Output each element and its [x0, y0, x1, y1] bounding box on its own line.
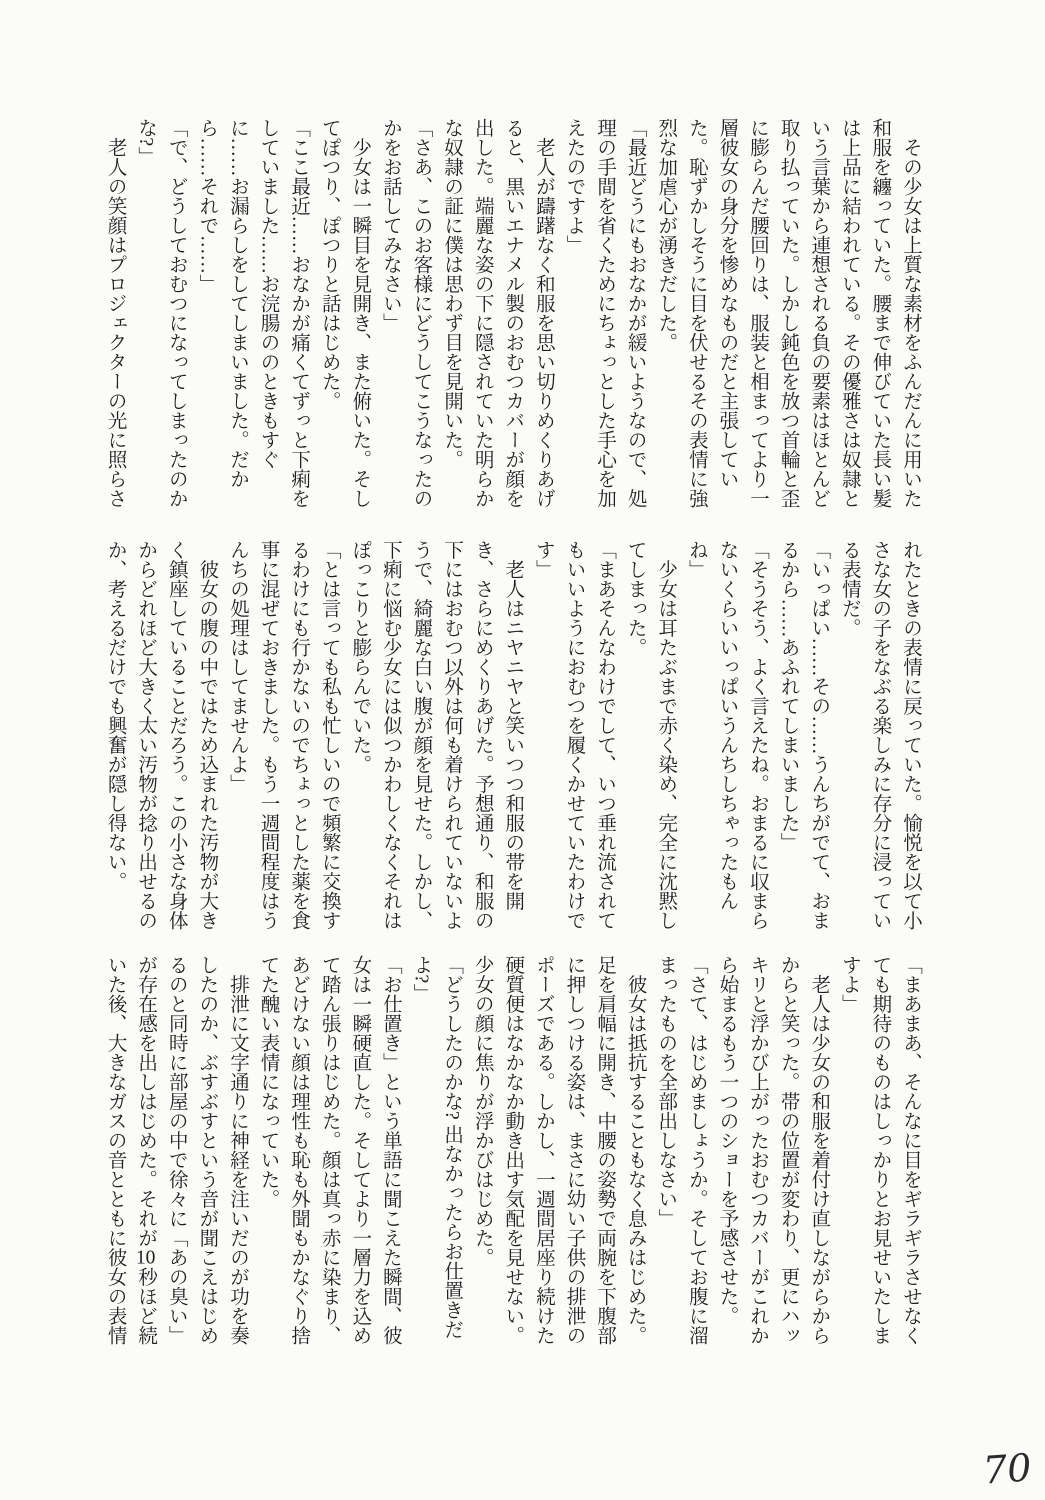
paragraph: 「で、どうしておむつになってしまったのかな?」 [135, 118, 187, 508]
paragraph: 少女は耳たぶまで赤く染め、完全に沈黙してしまった。 [624, 540, 677, 930]
tate-chu-yoko-number: 10 [135, 1247, 156, 1267]
paragraph: 老人は少女の和服を着付け直しながらからからと笑った。帯の位置が変わり、更にハッキリと浮かび上がったおむつカバーがこれから始まるもう一つのショーを予感させた。 [716, 955, 830, 1345]
paragraph-text: 排泄に文字通りに神経を注いだのが功を奏したのか、ぶすぶすという音が聞こえはじめるのと同時に部屋の中で徐々に「あの臭い」が存在感を出しはじめた。それが [135, 955, 248, 1345]
paragraph: その少女は上質な素材をふんだんに用いた和服を纏っていた。腰まで伸びていた長い髪は上品に結われている。その優雅さは奴隷という言葉から連想される負の要素はほとんど取り払っていた。しかし鈍色を放つ首輪と歪に膨らんだ腰回りは、服装と相まってより一層彼女の身分を惨めなものだと主張していた。恥ずかしそうに目を伏せるその表情に強烈な加虐心が湧きだした。 [655, 118, 921, 508]
paragraph: 少女は一瞬目を見開き、また俯いた。そしてぽつり、ぽつりと話はじめた。 [318, 118, 371, 508]
paragraph: 「まあまあ、そんなに目をギラギラさせなくても期待のものはしっかりとお見せいたしますよ」 [838, 955, 921, 1345]
paragraph: 「最近どうにもおなかが緩いようなので、処理の手間を省くためにちょっとした手心を加えたのですよ」 [563, 118, 646, 508]
paragraph [99, 955, 252, 1347]
paragraph: 「さあ、このお客様にどうしてこうなったのかをお話してみなさい」 [379, 118, 432, 508]
paragraph: 「ここ最近……おなかが痛くてずっと下痢をしていました……お浣腸ののときもすぐに……お漏らしをしてしまいました。だから……それで……」 [196, 118, 310, 508]
paragraph: 老人の笑顔はプロジェクターの光に照らさ [104, 118, 126, 508]
paragraph: 彼女は抵抗することもなく息みはじめた。足を肩幅に開き、中腰の姿勢で両腕を下腹部に押しつける姿は、まさに幼い子供の排泄のポーズである。しかし、一週間居座り続けた硬質便はなかなか動き出す気配を見せない。少女の顔に焦りが浮かびはじめた。 [471, 955, 646, 1345]
paragraph: 彼女の腹の中ではため込まれた汚物が大きく鎮座していることだろう。この小さな身体からどれほど大きく太い汚物が捻り出せるのか、考えるだけでも興奮が隠し得ない。 [104, 540, 218, 930]
text-block-bottom [89, 955, 925, 1347]
paragraph: 「お仕置き」という単語に聞こえた瞬間、彼女は一瞬硬直した。そしてより一層力を込めて踏ん張りはじめた。顔は真っ赤に染まり、あどけない顔は理性も恥も外聞もかなぐり捨てた醜い表情になっていた。 [257, 955, 401, 1345]
paragraph: 老人はニヤニヤと笑いつつ和服の帯を開き、さらにめくりあげた。予想通り、和服の下にはおむつ以外は何も着けられていないようで、綺麗な白い腹が顔を見せた。しかし、下痢に悩む少女には似つかわしくなくそれはぽっこりと膨らんでいた。 [349, 540, 524, 930]
paragraph: 老人が躊躇なく和服を思い切りめくりあげると、黒いエナメル製のおむつカバーが顔を出した。端麗な姿の下に隠されていた明らかな奴隷の証に僕は思わず目を見開いた。 [441, 118, 554, 508]
text-block-top [89, 118, 925, 510]
paragraph: 「さて、はじめましょうか。そしてお腹に溜まったものを全部出しなさい」 [655, 955, 707, 1345]
text-block-middle [89, 540, 925, 932]
paragraph: れたときの表情に戻っていた。愉悦を以て小さな女の子をなぶる楽しみに存分に浸っている表情だ。 [838, 540, 921, 930]
paragraph: 「いっぱい……その……うんちがでて、おまるから……あふれてしまいました」 [777, 540, 830, 930]
paragraph: 「どうしたのかな? 出なかったらお仕置きだよ?」 [410, 955, 463, 1340]
paragraph: 「まあそんなわけでして、いつ垂れ流されてもいいようにおむつを履くかせていたわけです」 [532, 540, 616, 930]
paragraph-text: 秒ほど続いた後、大きなガスの音とともに彼女の表情 [104, 955, 157, 1345]
paragraph: 「とは言っても私も忙しいので頻繁に交換するわけにも行かないのでちょっとした薬を食事に混ぜておきました。もう一週間程度はうんちの処理はしてませんよ」 [226, 540, 340, 930]
page-number: 70 [981, 1445, 1033, 1493]
paragraph: 「そうそう、よく言えたね。おまるに収まらないくらいいっぱいうんちしちゃったもんね」 [685, 540, 769, 930]
